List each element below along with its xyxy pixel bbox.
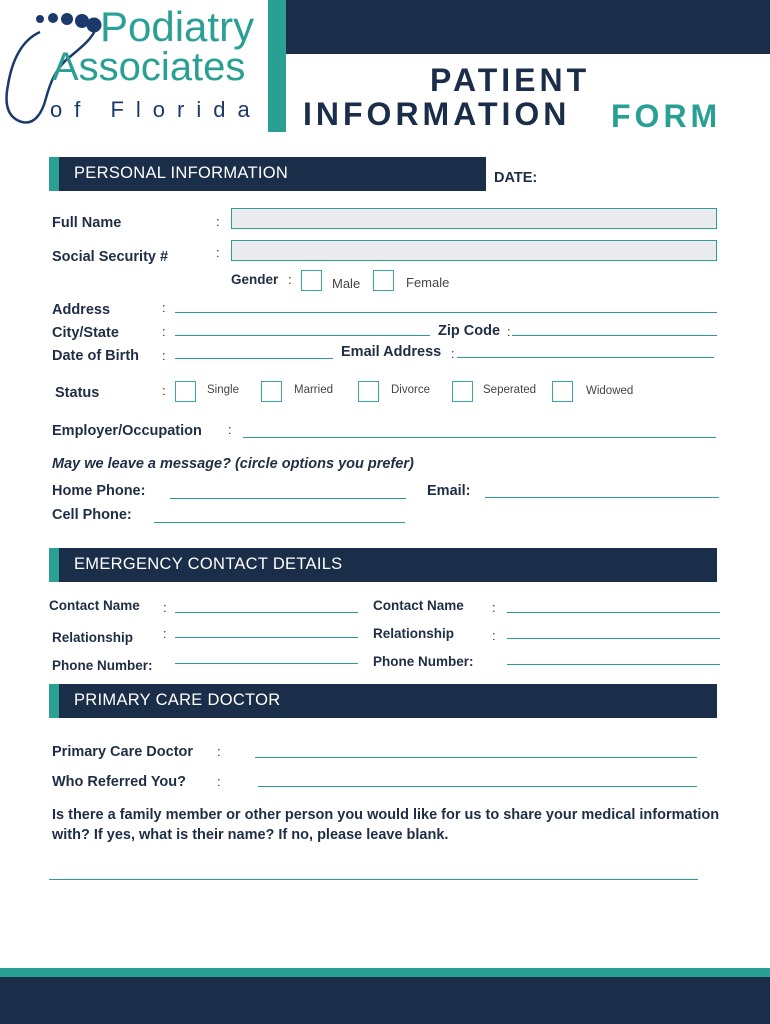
colon: :	[162, 324, 166, 339]
status-married-checkbox[interactable]	[261, 381, 282, 402]
family-question: Is there a family member or other person you would like for us to share your medical information with? If yes, what is their name? If no, please leave blank.	[52, 807, 720, 843]
email-address-label: Email Address	[341, 344, 442, 360]
phone-label-1: Phone Number:	[52, 658, 153, 673]
gender-label: Gender	[231, 272, 279, 287]
colon: :	[492, 628, 496, 643]
employer-label: Employer/Occupation	[52, 423, 202, 439]
city-state-label: City/State	[52, 325, 119, 341]
colon: :	[451, 346, 455, 361]
colon: :	[507, 324, 511, 339]
email-line[interactable]	[485, 497, 719, 498]
referred-line[interactable]	[258, 786, 697, 787]
relationship-line-1[interactable]	[175, 637, 358, 638]
cell-phone-label: Cell Phone:	[52, 507, 132, 523]
title-line2: INFORMATION	[303, 96, 571, 132]
relationship-label-2: Relationship	[373, 626, 455, 641]
header-navy-bar	[286, 0, 770, 54]
full-name-label: Full Name	[52, 215, 122, 231]
colon: :	[217, 744, 221, 759]
footer-teal-stripe	[0, 968, 770, 977]
colon: :	[163, 600, 167, 615]
status-divorce-checkbox[interactable]	[358, 381, 379, 402]
primary-care-doctor-label: Primary Care Doctor	[52, 744, 194, 760]
zip-line[interactable]	[512, 335, 717, 336]
contact-name-label-2: Contact Name	[373, 598, 464, 613]
contact-name-line-2[interactable]	[507, 612, 720, 613]
colon: :	[288, 272, 292, 287]
relationship-line-2[interactable]	[507, 638, 720, 639]
zip-label: Zip Code	[438, 323, 501, 339]
status-married-label: Married	[294, 384, 333, 396]
footer-navy-bar	[0, 977, 770, 1024]
status-single-checkbox[interactable]	[175, 381, 196, 402]
email-address-line[interactable]	[457, 357, 714, 358]
title-line1: PATIENT	[430, 62, 591, 98]
section-personal-header	[49, 157, 486, 191]
colon: :	[217, 774, 221, 789]
address-label: Address	[52, 302, 111, 318]
cell-phone-line[interactable]	[154, 522, 405, 523]
address-line[interactable]	[175, 312, 717, 313]
status-widowed-label: Widowed	[586, 385, 634, 397]
logo-line3: of Florida	[50, 97, 262, 122]
section-emergency-header	[49, 548, 717, 582]
title-accent: FORM	[611, 98, 722, 134]
status-widowed-checkbox[interactable]	[552, 381, 573, 402]
contact-name-label-1: Contact Name	[49, 598, 140, 613]
colon: :	[492, 600, 496, 615]
status-seperated-checkbox[interactable]	[452, 381, 473, 402]
status-label: Status	[55, 385, 100, 401]
section-doctor-header	[49, 684, 717, 718]
home-phone-line[interactable]	[170, 498, 406, 499]
female-checkbox[interactable]	[373, 270, 394, 291]
date-label: DATE:	[494, 170, 538, 186]
colon: :	[216, 214, 220, 229]
colon: :	[216, 245, 220, 260]
colon: :	[162, 300, 166, 315]
colon: :	[228, 422, 232, 437]
ssn-label: Social Security #	[52, 249, 169, 265]
status-single-label: Single	[207, 384, 239, 396]
phone-line-1[interactable]	[175, 663, 358, 664]
section-doctor-title: PRIMARY CARE DOCTOR	[74, 691, 281, 709]
full-name-field[interactable]	[231, 208, 717, 229]
male-label: Male	[332, 276, 361, 291]
message-question: May we leave a message? (circle options you prefer)	[52, 456, 414, 472]
family-answer-line[interactable]	[49, 879, 698, 880]
status-divorce-label: Divorce	[391, 384, 430, 396]
dob-line[interactable]	[175, 358, 333, 359]
primary-care-doctor-line[interactable]	[255, 757, 697, 758]
contact-name-line-1[interactable]	[175, 612, 358, 613]
referred-label: Who Referred You?	[52, 774, 186, 790]
logo	[0, 0, 265, 135]
email-label: Email:	[427, 483, 471, 499]
logo-line2: Associates	[52, 45, 246, 89]
dob-label: Date of Birth	[52, 348, 139, 364]
relationship-label-1: Relationship	[52, 630, 134, 645]
colon: :	[163, 626, 167, 641]
male-checkbox[interactable]	[301, 270, 322, 291]
colon: :	[162, 383, 166, 398]
status-seperated-label: Seperated	[483, 384, 537, 396]
employer-line[interactable]	[243, 437, 716, 438]
phone-label-2: Phone Number:	[373, 654, 474, 669]
ssn-field[interactable]	[231, 240, 717, 261]
section-personal-title: PERSONAL INFORMATION	[74, 164, 289, 182]
section-emergency-title: EMERGENCY CONTACT DETAILS	[74, 555, 343, 573]
colon: :	[162, 348, 166, 363]
header-teal-stripe	[268, 0, 286, 132]
female-label: Female	[406, 275, 450, 290]
logo-line1: Podiatry	[100, 3, 255, 50]
phone-line-2[interactable]	[507, 664, 720, 665]
home-phone-label: Home Phone:	[52, 483, 146, 499]
city-state-line[interactable]	[175, 335, 430, 336]
